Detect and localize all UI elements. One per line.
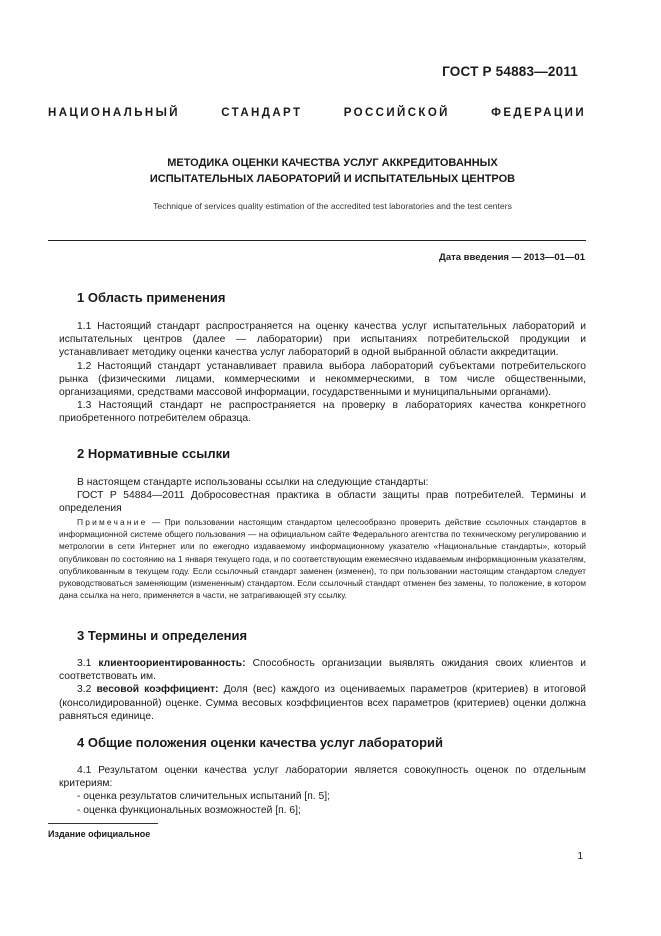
section-2-body (59, 476, 586, 516)
banner-word-1: НАЦИОНАЛЬНЫЙ (48, 107, 180, 119)
document-code: ГОСТ Р 54883—2011 (442, 64, 578, 79)
section-1-body (59, 320, 586, 426)
edition-label: Издание официальное (48, 829, 151, 839)
paragraph-2-1: В настоящем стандарте использованы ссылки на следующие стандарты: (77, 477, 429, 488)
paragraph-4-1: 4.1 Результатом оценки качества услуг лаборатории является совокупность оценок по отдельным критериям: (59, 765, 586, 790)
section-1-heading: 1 Область применения (77, 290, 226, 305)
section-4-body (59, 764, 586, 817)
term-3-2: 3.2 весовой коэффициент: Доля (вес) каждого из оцениваемых параметров (критериев) в итоговой (консолидированной) оценке. Сумма весовых коэффициентов всех параметров (критериев) оценки должна равняться единице. (59, 684, 586, 722)
section-3-heading: 3 Термины и определения (77, 628, 248, 643)
banner-word-3: РОССИЙСКОЙ (343, 107, 450, 119)
effective-date: Дата введения — 2013—01—01 (439, 252, 585, 263)
english-title: Technique of services quality estimation of the accredited test laboratories and the test centers (153, 201, 512, 211)
paragraph-1-3: 1.3 Настоящий стандарт не распространяется на проверку в лабораториях качества конкретного приобретенного потребителем образца. (59, 400, 586, 425)
paragraph-1-1: 1.1 Настоящий стандарт распространяется на оценку качества услуг испытательных лабораторий и испытательных центров (далее — лаборатории) при испытаниях потребительской продукции и устанавливает методику оценки качества услуг лабораторий в одной выбранной области аккредитации. (59, 321, 586, 359)
list-item: - оценка функциональных возможностей [п. 6]; (77, 804, 301, 816)
footer-divider (48, 823, 158, 824)
term-name: весовой коэффициент: (96, 684, 219, 696)
paragraph-2-2: ГОСТ Р 54884—2011 Добросовестная практика в области защиты прав потребителей. Термины и определения (59, 490, 586, 515)
title-divider (48, 240, 586, 241)
national-standard-banner (48, 107, 586, 119)
banner-word-2: СТАНДАРТ (221, 107, 303, 119)
term-name: клиентоориентированность: (98, 658, 246, 669)
page-number: 1 (577, 851, 583, 862)
note-label: Примечание (77, 517, 148, 527)
term-3-1: 3.1 клиентоориентированность: Способность организации выявлять ожидания своих клиентов и соответствовать им. (59, 658, 586, 683)
title-line-2: ИСПЫТАТЕЛЬНЫХ ЛАБОРАТОРИЙ И ИСПЫТАТЕЛЬНЫХ ЦЕНТРОВ (149, 173, 516, 185)
title-line-1: МЕТОДИКА ОЦЕНКИ КАЧЕСТВА УСЛУГ АККРЕДИТОВАННЫХ (167, 157, 498, 169)
banner-word-4: ФЕДЕРАЦИИ (491, 107, 586, 119)
section-4-heading: 4 Общие положения оценки качества услуг лабораторий (77, 735, 443, 750)
note (59, 516, 586, 601)
document-title (60, 155, 605, 187)
section-2-heading: 2 Нормативные ссылки (77, 446, 231, 461)
note-text: — При пользовании настоящим стандартом целесообразно проверить действие ссылочных стандартов в информационной системе общего пользования — на официальном сайте Федерального агентства по техническому регулированию и метрологии в сети Интернет или по ежегодно издаваемому информационному указателю «Национальные стандарты», который опубликован по состоянию на 1 января текущего года, и по соответствующим ежемесячно издаваемым информационным указателям, опубликованным в текущем году. Если ссылочный стандарт заменен (изменен), то при пользовании настоящим стандартом следует руководствоваться заменяющим (измененным) стандартом. Если ссылочный стандарт отменен без замены, то положение, в котором дана ссылка на него, применяется в части, не затрагивающей эту ссылку. (59, 517, 586, 601)
list-item: - оценка результатов сличительных испытаний [п. 5]; (77, 791, 330, 803)
section-3-body (59, 657, 586, 723)
paragraph-1-2: 1.2 Настоящий стандарт устанавливает правила выбора лабораторий субъектами потребительского рынка (физическими лицами, коммерческими и некоммерческими, в том числе общественными, организациями, средствами массовой информации, государственными и муниципальными органами). (59, 360, 586, 399)
